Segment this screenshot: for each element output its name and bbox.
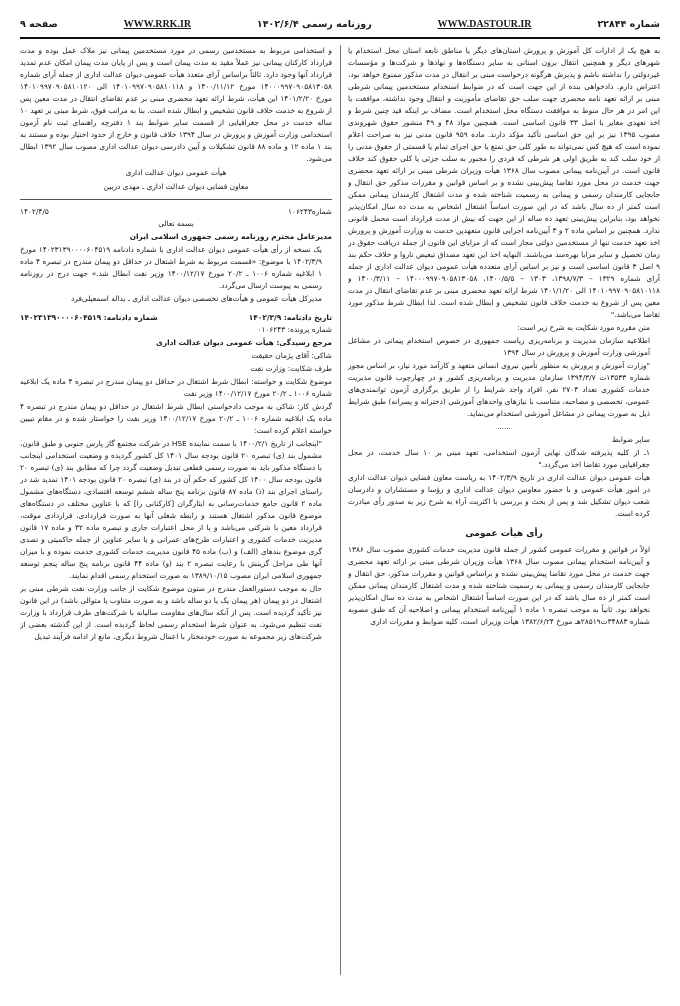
regulation-intro: متن مقرره مورد شکایت به شرح زیر است: <box>517 323 650 332</box>
newspaper-title-date: روزنامه رسمی ۱۴۰۲/۶/۴ <box>256 18 372 30</box>
letter-signature: مدیرکل هیأت عمومی و هیأت‌های تخصصی دیوان عدالت اداری ـ یداله اسمعیلی‌فرد <box>71 294 322 303</box>
rrk-site-link[interactable]: WWW.RRK.IR <box>123 18 192 30</box>
issue-number: شماره ۲۲۸۴۴ <box>597 18 660 30</box>
letter-ref-row <box>20 206 332 218</box>
left-column <box>20 45 332 975</box>
verdict-date: تاریخ دادنامه: ۱۴۰۲/۳/۹ <box>248 313 332 322</box>
rule-one: ۱ـ از کلیه پذیرفته شدگان نهایی آزمون استخدامی، تعهد مبنی بر ۱۰ سال خدمت، در محل جغرافیایی مورد تقاضا اخذ می‌گردد." <box>348 448 650 469</box>
process-description: گردش کار: شاکی به موجب دادخواستی ابطال شرط اشتغال در حداقل دو پیمان مندرج در تبصره ۴ ماده یک ابلاغیه شماره ۱۰۰۶ ـ ۲۰/۲ مورخ ۱۴۰۰/۱۲/۱۷ وزیر نفت را خواستار شده و در مقام تبیین خواسته اعلام کرده است: <box>20 402 332 435</box>
text-columns <box>20 45 660 975</box>
basmala: بسمه تعالی <box>158 219 194 228</box>
complainant: شاکی: آقای پژمان حقیقت <box>251 351 332 360</box>
other-rules-heading: سایر ضوابط <box>611 435 650 444</box>
ruling-title: رأی هیأت عمومی <box>465 529 543 539</box>
session-statement: هیأت عمومی دیوان عدالت اداری در تاریخ ۱۴۰۲/۳/۹ به ریاست معاون قضایی دیوان عدالت اداری در امور هیأت عمومی و با حضور معاونین دیوان عدالت اداری و رؤسا و مستشاران و دادرسان شعب دیوان تشکیل شد و پس از بحث و بررسی با اکثریت آراء به شرح زیر به صدور رأی مبادرت کرده است. <box>348 473 650 518</box>
letter-number: شماره۱۰۶۲۴۳ <box>288 207 332 216</box>
page-header <box>20 14 660 39</box>
defendant: طرف شکایت: وزارت نفت <box>250 364 332 373</box>
complaint-subject: موضوع شکایت و خواسته: ابطال شرط اشتغال در حداقل دو پیمان مندرج در تبصره ۴ ماده یک ابلاغیه شماره ۱۰۰۶ ـ ۲۰/۲ مورخ ۱۴۰۰/۱۲/۱۷ وزیر نفت <box>20 377 332 398</box>
verdict-number: شماره دادنامه: ۱۴۰۲۳۱۳۹۰۰۰۰۶۰۴۵۱۹ <box>20 313 158 322</box>
ellipsis: ...... <box>496 422 512 431</box>
dastour-site-link[interactable]: WWW.DASTOUR.IR <box>437 18 532 30</box>
ruling-body: اولاً‌ در قوانین و مقررات عمومی کشور از جمله قانون مدیریت خدمات کشوری مصوب سال ۱۳۸۶ و آیین‌نامه استخدام پیمانی مصوب سال ۱۳۶۸ هیأت وزیران شرطی مبنی بر ارائه تعهد محضری جهت خدمت در محل مورد تقاضا پیش‌بینی نشده و براساس قوانین و مقررات مذکور، حق انتقال و جابجایی کارمندان رسمی و پیمانی به رسمیت شناخته شده و مدت اشتغال کارمندان پیمانی ممکن است کمتر از ده سال باشد که در این صورت اساساً اشتغال اشخاص به مدت ده سال امکان‌پذیر نخواهد بود. ثانیاً به موجب تبصره ۱ ماده ۱ آیین‌نامه استخدام پیمانی و اصلاحیه آن که طبق مصوبه شماره ۳۴۸۸۳ت۲۸۵۱۹هـ مورخ ۱۳۸۲/۶/۲۴ هیأت وزیران است، کلیه ضوابط و مقررات اداری <box>348 545 651 626</box>
complaint-text-2: حال به موجب دستورالعمل مندرج در ستون موضوع شکایت از جانب وزارت نفت شرطی مبنی بر اشتغال در دو پیمان (هر پیمان یک یا دو ساله باشد و به صورت متناوب یا متوالی باشد) در این قانون نیز تأکید گردیده است. پس از آنکه سال‌های مقاومت سالیانه با شرکت‌های طرف قرارداد با وزارت نفت تنظیم می‌شود، به عنوان شرط استخدام رسمی لحاظ گردیده است. از این گذشته بعضی از شرکت‌های زیر مجموعه به صورت خودمختار با اعمال شروط دیگری، مانع از ادامه فرآیند تبدیل <box>20 584 322 641</box>
ruling-continuation: و استخدامی مربوط به مستخدمین رسمی در مورد مستخدمین پیمانی نیز ملاک عمل بوده و مدت قرارداد کارکنان پیمانی نیز عملاً مقید به مدت پیمان است و پس از پایان مدت پیمان امکان عدم تمدید قرارداد آنها وجود دارد. ثالثاً براساس آرای متعدد هیأت عمومی دیوان عدالت اداری از جمله آرای شماره ۱۴۰۰۰۹۹۷۰۹۰۵۸۱۳۰۵۸ مورخ ۱۴۰۰/۱۱/۱۲ و ۱۴۰۱۰۹۹۷۰۹۰۵۸۱۰۱۱۸ الی ۱۴۰۱۰۹۹۷۰۹۰۵۸۱۰۱۲۰ مورخ ۱۴۰۱/۲/۲۰ این هیأت، شرط ارائه تعهد محضری مبنی بر عدم تقاضای انتقال در مدت معین پس از شروع به خدمت خلاف قانون تشخیص و ابطال شده است. بنا به مراتب فوق، شرط مبنی بر تعهد ۱۰ ساله خدمت در محل جغرافیایی از قسمت سایر ضوابط بند ۱ دفترچه راهنمای ثبت نام آزمون استخدامی وزارت آموزش و پرورش در سال ۱۳۹۴ خلاف قانون و خارج از حدود اختیار بوده و مستند به بند ۱ ماده ۱۲ و ماده ۸۸ قانون تشکیلات و آیین دادرسی دیوان عدالت اداری مصوب سال ۱۳۹۲ ابطال می‌شود. <box>20 46 332 163</box>
complaint-continuation: به هیچ یک از ادارات کل آموزش و پرورش استان‌های دیگر یا مناطق تابعه استان محل استخدام یا شهرهای دیگر و همچنین انتقال برون استانی به سایر دستگاه‌ها و نهادها و شرکت‌ها و مؤسسات غیردولتی را نداشته باشم و پذیرش هرگونه درخواست مبنی بر انتقال در مدت مذکور ممنوع خواهد بود، اعتراض دارم. دادخواهی بنده از این جهت است که در ضوابط استخدام مستخدمین پیمانی شرطی مبنی بر ارائه تعهد نامه محضری جهت سلب حق تقاضای مأموریت و انتقال وجود نداشته، موافقت با این امر در هر حال منوط به موافقت دستگاه محل استخدام است. مضاف بر اینکه قید چنین شرط و اخذ تعهدی مغایر با اصل ۳۳ قانون اساسی است. همچنین مواد ۴۸ و ۴۹ منشور حقوق شهروندی مصوب ۱۳۹۵ نیز بر این حق اساسی تأکید مؤکد دارند. ماده ۹۵۹ قانون مدنی نیز به صراحت اعلام نموده است که هیچ کس نمی‌تواند به طور کلی حق تمتع یا حق اجرای تمام یا قسمتی از حقوق مدنی را از خود سلب کند به طریق اولی هر شرطی که فردی را مجبور به سلب جزئی یا کلی حقوق کند خلاف قانون است. در آیین‌نامه پیمانی مصوب سال ۱۳۶۸ هیأت وزیران شرطی مبنی بر ارائه تعهد محضری جهت خدمت در محل مورد تقاضا پیش‌بینی نشده و بر اساس قوانین و مقررات مذکور حق انتقال و جابجایی کارمندان رسمی و پیمانی به رسمیت شناخته شده و مدت اشتغال کارمندان پیمانی ممکن است کمتر از ده سال باشد که در این صورت اساساً اشتغال اشخاص به مدت ده سال امکان‌پذیر نخواهد بود، بنابراین پیش‌بینی تعهد ده ساله از این جهت که بیش از مدت قرارداد است محمل قانونی ندارد. همچنین بر اساس ماده ۲ و ۳ آیین‌نامه اجرایی قانون متعهدین خدمت به وزارت آموزش و پرورش اخذ تعهد خدمت تنها از مستخدمین دولتی مجاز است که از مزایای این قانون از جمله دریافت حقوق در زمان تحصیل و سایر مزایا بهره‌مند می‌باشند. النهایه اخذ این تعهد مصداق تبعیض ناروا و خلاف حکم بند ۹ اصل ۳ قانون اساسی است و نیز بر اساس آرای متعدده هیأت عمومی دیوان عدالت اداری از جمله آرای شماره ۱۳۲۹ – ۱۳۹۸/۷/۳، ۱۳۰۳ – ۱۴۰۰/۵/۵، ۱۴۰۰۰۹۹۷۰۹۰۵۸۱۳۰۵۸ – ۱۴۰۰/۳/۱۱ و ۱۴۰۱۰۹۹۷۰۹۰۵۸۱۰۱۱۸ الی ۱۴۰۱/۱/۲۰ شرط ارائه تعهد محضری مبنی بر عدم تقاضای انتقال در مدت معین پس از شروع به خدمت خلاف قانون تشخیص و ابطال شده است. لذا ابطال شرط مذکور مورد تقاضا می‌باشد." <box>348 46 660 319</box>
signature-deputy: معاون قضایی دیوان عدالت اداری ـ مهدی دربین <box>103 182 249 191</box>
page-number: صفحه ۹ <box>20 18 58 30</box>
letter-addressee: مدیرعامل محترم روزنامه رسمی جمهوری اسلامی ایران <box>129 232 332 241</box>
announcement-body: "وزارت آموزش و پرورش به منظور تأمین نیروی انسانی متعهد و کارآمد مورد نیاز، بر اساس مجوز شماره ۱۳۵۳۳ت ۱۳۹۴/۳/۷ سازمان مدیریت و برنامه‌ریزی کشور و در چهارچوب قانون مدیریت خدمات کشوری تعداد ۲۷۰۴ نفر، افراد واجد شرایط را از طریق برگزاری آزمون توانمندی‌های عمومی، تخصصی و مصاحبه، متناسب با نیازهای واحدهای آموزشی (دخترانه و پسرانه) طبق شرایط ذیل به صورت پیمانی در مشاغل آموزشی استخدام می‌نماید. <box>348 361 651 418</box>
newspaper-page <box>20 14 660 974</box>
letter-date: ۱۴۰۲/۴/۵ <box>20 207 49 216</box>
section-separator <box>20 199 332 200</box>
case-number: شماره پرونده: ۰۱۰۶۲۴۳ <box>257 325 332 334</box>
complaint-text: "اینجانب از تاریخ ۱۴۰۰/۲/۱ با سمت نماینده HSE در شرکت مجتمع گاز پارس جنوبی و طبق قانون، مشمول بند (ی) تبصره ۲۰ قانون بودجه سال ۱۴۰۱ کل کشور گردیده و وضعیت استخدامی اینجانب با دستگاه مذکور باید به صورت رسمی قطعی تبدیل وضعیت گردد چرا که مطابق بند (ی) تبصره ۲۰ قانون بودجه سال ۱۴۰۰ کل کشور که حکم آن در بند (ی) تبصره ۲۰ قانون بودجه ۱۴۰۱ تمدید شد در راستای اجرای بند (ذ) ماده ۸۷ قانون برنامه پنج ساله ششم توسعه اقتصادی، دستگاه‌های مشمول ماده ۲ قانون جامع خدمات‌رسانی به ایثارگران [کارکنانی را] که با عناوین مختلف در دستگاه‌های موضوع قانون مذکور اشتغال هستند و رابطه شغلی آنها به صورت قراردادی، قراردادی موقت، قرارداد معین با شرکتی می‌باشد و یا از محل اعتبارات جاری و تبصره ماده ۳۲ و ماده ۱۷ قانون مدیریت خدمات کشوری و اعتبارات طرح‌های عمرانی و یا سایر عناوین از جمله حاکمیتی و تصدی گری موضوع بندهای (الف) و (ب) ماده ۴۵ قانون مدیریت خدمات کشوری خدمت نموده و با میزان آنها طی مراحل گزینش با رعایت تبصره ۲ بند (و) ماده ۴۴ قانون برنامه پنج ساله پنجم توسعه جمهوری اسلامی ایران مصوب ۱۳۸۹/۱۰/۱۵ به صورت استخدام رسمی اقدام نمایند. <box>20 439 322 580</box>
letter-body: یک نسخه از رأی هیأت عمومی دیوان عدالت اداری با شماره دادنامه ۱۴۰۲۳۱۳۹۰۰۰۰۶۰۴۵۱۹ مورخ ۱۴۰۲/۳/۹ با موضوع: «قسمت مربوط به شرط اشتغال در حداقل دو پیمان مندرج در تبصره ۴ ماده ۱ ابلاغیه شماره ۱۰۰۶ ـ ۲۰/۲ مورخ ۱۴۰۰/۱۲/۱۷ وزیر نفت ابطال شد.» جهت درج در روزنامه رسمی به پیوست ارسال می‌گردد. <box>20 245 322 290</box>
verdict-meta-row <box>20 312 332 324</box>
right-column <box>348 45 660 975</box>
authority: مرجع رسیدگی: هیأت عمومی دیوان عدالت اداری <box>156 338 332 347</box>
signature-board: هیأت عمومی دیوان عدالت اداری <box>125 168 227 177</box>
column-divider <box>332 45 348 975</box>
announcement-title: اطلاعیه سازمان مدیریت و برنامه‌ریزی ریاست جمهوری در خصوص استخدام پیمانی در مشاغل آموزشی وزارت آموزش و پرورش در سال ۱۳۹۴ <box>348 336 650 357</box>
